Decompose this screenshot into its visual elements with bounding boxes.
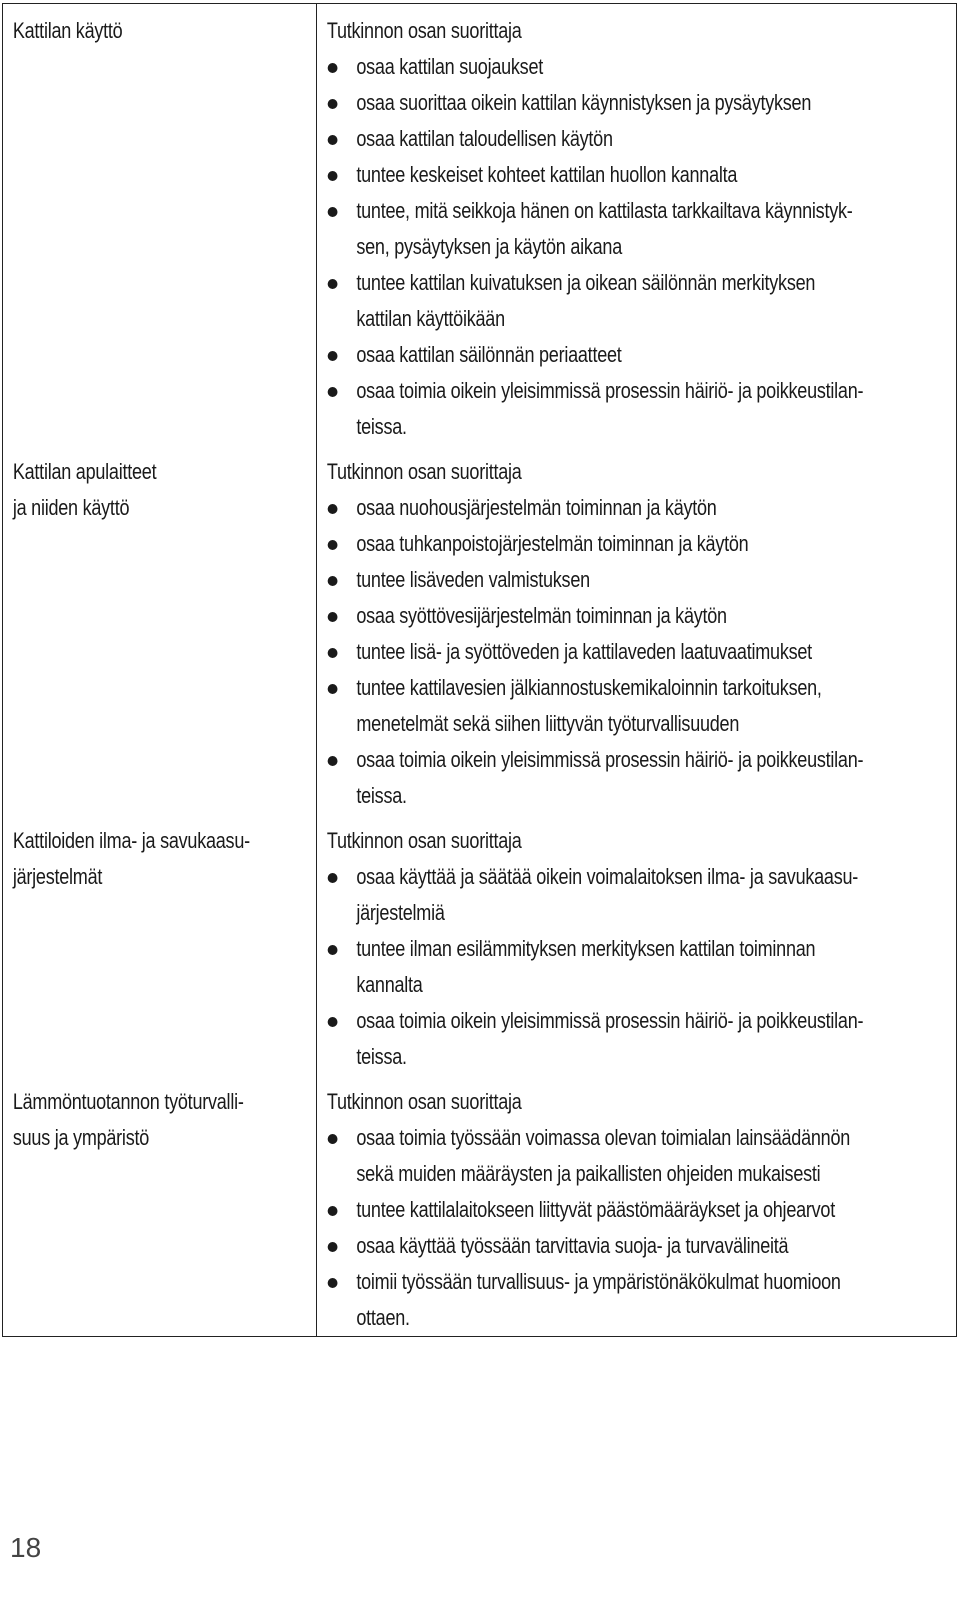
bullet-icon xyxy=(328,99,338,109)
bullet-icon xyxy=(328,873,338,883)
criteria-item xyxy=(327,742,950,814)
performer-heading: Tutkinnon osan suorittaja xyxy=(326,18,522,43)
bullet-icon xyxy=(328,540,338,550)
criteria-text: tuntee lisäveden valmistuksen xyxy=(356,567,590,592)
criteria-cell xyxy=(317,1075,957,1337)
bullet-icon xyxy=(328,756,338,766)
page-number: 18 xyxy=(10,1532,42,1563)
bullet-icon xyxy=(328,1134,338,1144)
criteria-item xyxy=(327,85,950,121)
topic-cell xyxy=(3,814,317,1075)
criteria-text: tuntee, mitä seikkoja hänen on kattilasta tarkkailtava käynnistyk- sen, pysäytyksen ja käytön aikana xyxy=(356,198,853,259)
criteria-item xyxy=(327,1228,950,1264)
topic-cell xyxy=(3,445,317,814)
criteria-item xyxy=(327,373,950,445)
criteria-text: tuntee lisä- ja syöttöveden ja kattilaveden laatuvaatimukset xyxy=(356,639,812,664)
criteria-cell xyxy=(317,814,957,1075)
performer-heading: Tutkinnon osan suorittaja xyxy=(326,459,522,484)
bullet-icon xyxy=(328,351,338,361)
criteria-text: osaa kattilan säilönnän periaatteet xyxy=(356,342,622,367)
topic-cell xyxy=(3,1075,317,1337)
section-topic: Kattilan apulaitteet ja niiden käyttö xyxy=(12,459,157,520)
criteria-item xyxy=(327,931,950,1003)
criteria-text: osaa käyttää työssään tarvittavia suoja- ja turvavälineitä xyxy=(356,1233,789,1258)
criteria-item xyxy=(327,562,950,598)
criteria-text: osaa suorittaa oikein kattilan käynnistyksen ja pysäytyksen xyxy=(356,90,812,115)
criteria-text: osaa tuhkanpoistojärjestelmän toiminnan ja käytön xyxy=(356,531,749,556)
criteria-text: toimii työssään turvallisuus- ja ympäristönäkökulmat huomioon ottaen. xyxy=(356,1269,841,1330)
bullet-icon xyxy=(328,504,338,514)
criteria-content xyxy=(317,4,950,445)
criteria-item xyxy=(327,526,950,562)
criteria-content xyxy=(317,445,950,814)
criteria-item xyxy=(327,490,950,526)
bullet-icon xyxy=(328,1017,338,1027)
criteria-text: osaa toimia oikein yleisimmissä prosessin häiriö- ja poikkeustilan- teissa. xyxy=(356,378,864,439)
bullet-icon xyxy=(328,387,338,397)
section-row xyxy=(3,1075,957,1337)
criteria-item xyxy=(327,1264,950,1336)
bullet-icon xyxy=(328,1206,338,1216)
criteria-item xyxy=(327,49,950,85)
bullet-icon xyxy=(328,648,338,658)
bullet-icon xyxy=(328,576,338,586)
criteria-content xyxy=(317,814,950,1075)
section-row xyxy=(3,4,957,446)
section-row xyxy=(3,814,957,1075)
section-topic: Lämmöntuotannon työturvalli- suus ja ympäristö xyxy=(12,1089,244,1150)
criteria-item xyxy=(327,598,950,634)
criteria-item xyxy=(327,1120,950,1192)
bullet-icon xyxy=(328,63,338,73)
criteria-content xyxy=(317,1075,950,1336)
section-row xyxy=(3,445,957,814)
criteria-text: tuntee kattilalaitokseen liittyvät päästömääräykset ja ohjearvot xyxy=(356,1197,835,1222)
bullet-icon xyxy=(328,612,338,622)
criteria-item xyxy=(327,193,950,265)
bullet-icon xyxy=(328,945,338,955)
criteria-text: osaa toimia oikein yleisimmissä prosessin häiriö- ja poikkeustilan- teissa. xyxy=(356,1008,864,1069)
criteria-item xyxy=(327,1192,950,1228)
bullet-icon xyxy=(328,135,338,145)
bullet-icon xyxy=(328,279,338,289)
section-topic: Kattiloiden ilma- ja savukaasu- järjestelmät xyxy=(12,828,250,889)
criteria-text: tuntee ilman esilämmityksen merkityksen kattilan toiminnan kannalta xyxy=(356,936,816,997)
criteria-list xyxy=(327,859,950,1075)
criteria-list xyxy=(327,490,950,814)
criteria-item xyxy=(327,121,950,157)
criteria-text: osaa nuohousjärjestelmän toiminnan ja käytön xyxy=(356,495,717,520)
criteria-item xyxy=(327,337,950,373)
criteria-text: osaa syöttövesijärjestelmän toiminnan ja käytön xyxy=(356,603,727,628)
criteria-item xyxy=(327,1003,950,1075)
criteria-text: osaa toimia oikein yleisimmissä prosessin häiriö- ja poikkeustilan- teissa. xyxy=(356,747,864,808)
criteria-text: osaa käyttää ja säätää oikein voimalaitoksen ilma- ja savukaasu- järjestelmiä xyxy=(356,864,859,925)
criteria-table xyxy=(2,3,957,1337)
criteria-text: osaa toimia työssään voimassa olevan toimialan lainsäädännön sekä muiden määräysten ja paikallisten ohjeiden mukaisesti xyxy=(356,1125,851,1186)
criteria-list xyxy=(327,1120,950,1336)
criteria-item xyxy=(327,265,950,337)
bullet-icon xyxy=(328,207,338,217)
criteria-cell xyxy=(317,445,957,814)
performer-heading: Tutkinnon osan suorittaja xyxy=(326,828,522,853)
criteria-text: tuntee kattilan kuivatuksen ja oikean säilönnän merkityksen kattilan käyttöikään xyxy=(356,270,816,331)
criteria-item xyxy=(327,670,950,742)
criteria-list xyxy=(327,49,950,445)
criteria-item xyxy=(327,859,950,931)
section-topic: Kattilan käyttö xyxy=(12,18,123,43)
performer-heading: Tutkinnon osan suorittaja xyxy=(326,1089,522,1114)
criteria-item xyxy=(327,157,950,193)
criteria-text: tuntee kattilavesien jälkiannostuskemikaloinnin tarkoituksen, menetelmät sekä siihen liittyvän työturvallisuuden xyxy=(356,675,822,736)
bullet-icon xyxy=(328,1278,338,1288)
bullet-icon xyxy=(328,684,338,694)
bullet-icon xyxy=(328,171,338,181)
bullet-icon xyxy=(328,1242,338,1252)
topic-cell xyxy=(3,4,317,446)
criteria-text: osaa kattilan taloudellisen käytön xyxy=(356,126,613,151)
criteria-text: osaa kattilan suojaukset xyxy=(356,54,544,79)
criteria-text: tuntee keskeiset kohteet kattilan huollon kannalta xyxy=(356,162,738,187)
criteria-cell xyxy=(317,4,957,446)
criteria-item xyxy=(327,634,950,670)
